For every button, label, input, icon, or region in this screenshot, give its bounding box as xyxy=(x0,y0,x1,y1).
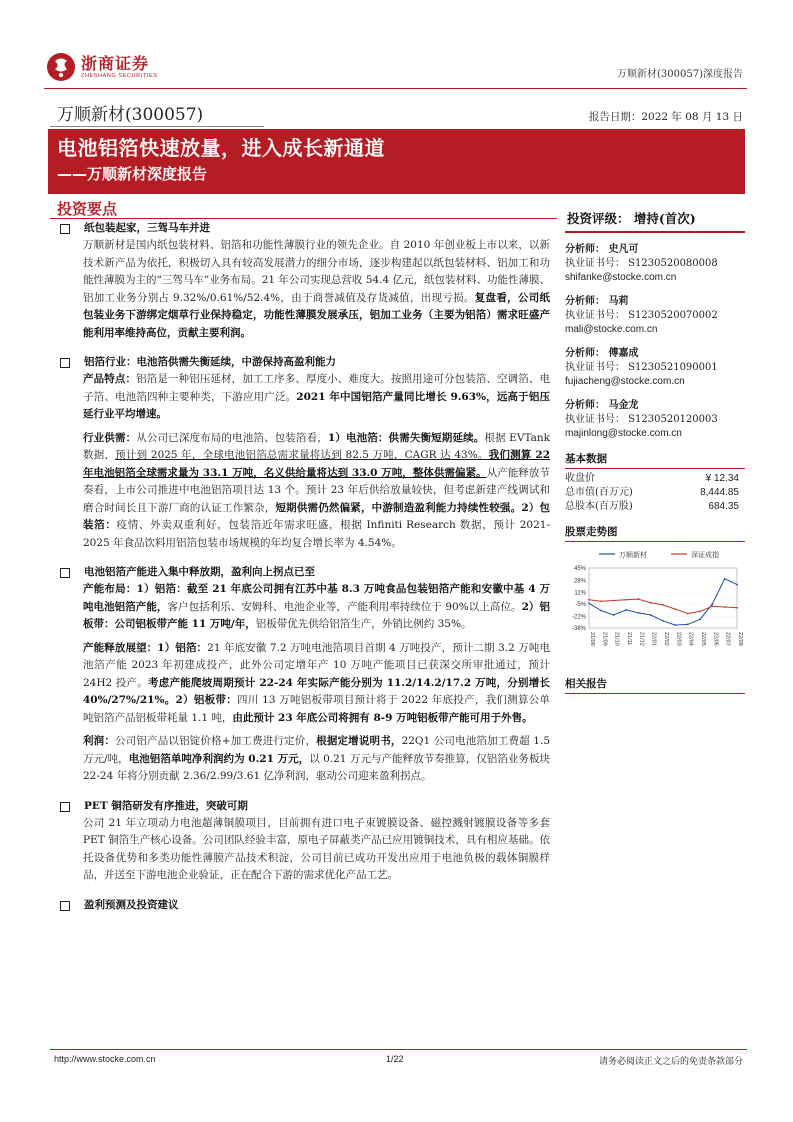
text-segment: 铝板带优先供给铝箔生产，外销比例约 35%。 xyxy=(255,618,472,630)
text-segment: 由此预计 23 年底公司将拥有 8-9 万吨铝板带产能可用于外售。 xyxy=(232,711,533,724)
y-tick-label: -5% xyxy=(575,602,586,609)
point-paragraph xyxy=(58,371,550,424)
text-segment: 根据 EVTank 数据， xyxy=(83,431,550,461)
brand-name-cn: 浙商证券 xyxy=(81,54,150,73)
basic-data-value: 8,444.85 xyxy=(700,487,739,498)
text-segment: 21 年底安徽 7.2 万吨电池箔项目首期 4 万吨投产，预计二期 3.2 万吨电池箔产能 2023 年初建成投产，此外公司定增年产 10 万吨产能项目已获深交所审批通过，预计 24H2 投产。 xyxy=(83,641,550,689)
page-number: 1/22 xyxy=(386,1054,404,1064)
header-report-name: 万顺新材(300057)深度报告 xyxy=(617,69,743,80)
data-point xyxy=(724,578,726,580)
x-tick-label: 21/11 xyxy=(626,632,632,646)
analyst-list xyxy=(565,243,745,441)
data-point xyxy=(613,600,615,602)
x-tick-label: 22/01 xyxy=(650,632,657,646)
data-point xyxy=(699,610,701,612)
text-segment: 铝箔是一种铝压延材，加工工序多、厚度小、难度大。按照用途可分包装箔、空调箔、电子箔、电池箔四种主要种类，下游应用广泛。 xyxy=(83,373,551,403)
report-title: 电池铝箔快速放量，进入成长新通道 xyxy=(57,136,385,160)
basic-data-table xyxy=(565,472,745,514)
y-tick-label: 11% xyxy=(574,590,586,597)
data-point xyxy=(650,614,652,616)
zheshang-logo-icon xyxy=(46,52,76,82)
x-tick-label: 21/10 xyxy=(613,632,620,646)
rating-divider xyxy=(565,231,745,233)
company-underline xyxy=(50,126,264,127)
report-subtitle: ——万顺新材深度报告 xyxy=(57,165,208,183)
data-point xyxy=(650,602,652,604)
point-heading: 电池铝箔产能进入集中释放期，盈利向上拐点已至 xyxy=(58,564,550,581)
point-paragraph xyxy=(58,640,550,728)
text-segment: 电池铝箔单吨净利润约为 0.21 万元， xyxy=(128,752,310,765)
related-reports-title: 相关报告 xyxy=(565,676,745,694)
text-segment: 产能释放展望：1）铝箔： xyxy=(83,641,208,654)
footer-divider xyxy=(50,1049,747,1050)
text-segment: 四川 13 万吨铝板带项目预计将于 2022 年底投产，我们测算公单吨铝箔产品铝板带耗量 1.1 吨， xyxy=(83,694,551,724)
data-point xyxy=(674,624,676,626)
text-segment: 以 0.21 万元与产能释放节奏推算，仅铝箔业务板块 22-24 年将分别贡献 2.36/2.99/3.61 亿净利润，驱动公司迎来盈利拐点。 xyxy=(83,752,550,782)
data-point xyxy=(637,612,639,614)
y-tick-label: 45% xyxy=(573,566,586,572)
text-segment: 2）铝板带：公司铝板带产能 11 万吨/年， xyxy=(83,600,550,630)
basic-data-value: ¥ 12.34 xyxy=(705,473,739,484)
analyst-name: 分析师： 马金龙 xyxy=(565,400,639,411)
basic-data-key: 总市值(百万元) xyxy=(565,487,633,498)
text-segment: 行业供需： xyxy=(83,431,137,444)
text-segment: 从公司已深度布局的电池箔、包装箔看， xyxy=(136,431,328,444)
data-point xyxy=(687,613,689,615)
analyst-name: 分析师： 史凡可 xyxy=(565,244,639,255)
text-segment: 根据定增说明书， xyxy=(316,735,402,747)
footer-disclaimer: 请务必阅读正文之后的免责条款部分 xyxy=(598,1057,743,1067)
stock-trend-svg xyxy=(565,546,745,666)
x-tick-label: 22/02 xyxy=(663,632,669,646)
analyst-name: 分析师： 傅嘉成 xyxy=(565,348,639,359)
footer-url[interactable]: http://www.stocke.com.cn xyxy=(54,1054,156,1064)
text-segment: 复盘看，公司纸包装业务下游绑定烟草行业保持稳定，功能性薄膜发展承压，铝加工业务（主要为铝箔）需求旺盛产能利用率维持高位，贡献主要利润。 xyxy=(83,291,551,339)
data-point xyxy=(625,609,627,611)
text-segment: 2021 年中国铝箔产量同比增长 9.63%，远高于铝压延行业平均增速。 xyxy=(83,390,551,420)
text-segment: 2）包装箔： xyxy=(83,501,551,531)
brand-logo xyxy=(46,50,166,84)
x-tick-label: 22/08 xyxy=(737,632,743,646)
x-tick-label: 22/03 xyxy=(675,632,682,646)
text-segment: 利润： xyxy=(83,735,116,747)
text-segment: 22Q1 公司电池箔加工费超 1.5 万元/吨， xyxy=(83,735,551,765)
analyst-name: 分析师： 马莉 xyxy=(565,296,629,307)
y-tick-label: -22% xyxy=(571,614,586,621)
analyst-card xyxy=(565,243,745,285)
text-segment: 考虑产能爬坡周期预计 22-24 年实际产能分别为 11.2/14.2/17.2 万吨，分别增长 40%/27%/21%。2）铝板带： xyxy=(83,676,551,706)
data-point xyxy=(588,599,590,601)
text-segment: 客户包括利乐、安姆科、电池企业等，产能利用率持续位于 90%以上高位。 xyxy=(167,600,522,613)
series-line xyxy=(589,579,737,625)
basic-data-row xyxy=(565,472,745,486)
text-segment: 万顺新材是国内纸包装材料、铝箔和功能性薄膜行业的领先企业。自 2010 年创业板上市以来，以新技术新产品为依托，积极切入具有较高发展潜力的细分市场，逐步构建起以纸包装材料、铝加工和功能性薄膜为主的“三驾马车”业务布局。21 年公司实现总营收 54.4 亿元，纸包装材料、功能性薄膜、铝加工业务分别占 9.32%/0.61%/52.4%，由于商誉减值及存货减值，出现亏损。 xyxy=(83,239,550,304)
text-segment: 公司 21 年立项动力电池超薄铜膜项目，目前拥有进口电子束镀膜设备、磁控溅射镀膜设备等多套 PET 铜箔生产核心设备。公司团队经验丰富，原电子屏蔽类产品已应用镀铜技术，具有相应基础。依托设备优势和多类功能性薄膜产品技术积淀，公司目前已成功开发出应用于电池负极的载体铜膜样品，并送至下游电池企业验证，正在配合下游的需求优化产品工艺。 xyxy=(83,816,550,881)
stock-trend-title: 股票走势图 xyxy=(565,524,745,542)
data-point xyxy=(662,604,664,606)
analyst-cert: 执业证书号： S1230520120003 xyxy=(565,414,718,425)
section-divider xyxy=(50,218,557,219)
point-paragraph xyxy=(58,733,550,786)
point-heading: 铝箔行业：电池箔供需失衡延续，中游保持高盈利能力 xyxy=(58,354,550,371)
data-point xyxy=(736,607,738,609)
text-segment: 产能布局：1）铝箔：截至 21 年底公司拥有江苏中基 8.3 万吨食品包装铝箔产能和安徽中基 4 万吨电池铝箔产能， xyxy=(83,583,550,613)
text-segment: 短期供需仍然偏紧，中游制造盈利能力持续性较强。 xyxy=(275,501,522,514)
x-tick-label: 22/07 xyxy=(724,632,731,646)
legend-label: 深证成指 xyxy=(691,551,719,559)
company-name: 万顺新材(300057) xyxy=(57,105,204,125)
basic-data-key: 收盘价 xyxy=(565,473,595,484)
data-point xyxy=(625,599,627,601)
section-title: 投资要点 xyxy=(57,200,118,218)
basic-data-row xyxy=(565,500,745,514)
x-tick-label: 21/08 xyxy=(589,632,595,646)
point-paragraph xyxy=(58,581,550,634)
text-segment: 疫情、外卖双重利好，包装箔近年需求旺盛，根据 Infiniti Research 数据，预计 2021-2025 年食品饮料用铝箔包装市场规模的年均复合增长率为 4.54%。 xyxy=(83,519,551,549)
series-line xyxy=(589,599,737,613)
point-paragraph xyxy=(58,430,550,553)
data-point xyxy=(724,606,726,608)
stock-trend-chart xyxy=(565,546,745,666)
data-point xyxy=(600,600,602,602)
analyst-cert: 执业证书号： S1230520070002 xyxy=(565,310,718,321)
point-paragraph xyxy=(58,815,550,885)
data-point xyxy=(687,623,689,625)
basic-data-row xyxy=(565,486,745,500)
x-tick-label: 22/06 xyxy=(712,632,719,646)
y-tick-label: 28% xyxy=(573,578,586,585)
point-heading: 盈利预测及投资建议 xyxy=(58,897,550,914)
basic-data-value: 684.35 xyxy=(708,501,739,512)
x-tick-label: 22/05 xyxy=(700,632,706,646)
basic-data-title: 基本数据 xyxy=(565,451,745,469)
data-point xyxy=(711,603,713,605)
basic-data-key: 总股本(百万股) xyxy=(565,501,633,512)
data-point xyxy=(600,610,602,612)
text-segment: 公司铝产品以铝锭价格+加工费进行定价， xyxy=(115,735,317,747)
data-point xyxy=(662,620,664,622)
analyst-card xyxy=(565,399,745,441)
x-tick-label: 21/12 xyxy=(638,632,645,646)
data-point xyxy=(588,603,590,605)
text-segment: 预计到 2025 年，全球电池铝箔总需求量将达到 82.5 万吨，CAGR 达 43%。 xyxy=(115,449,489,461)
point-heading: 纸包装起家，三驾马车并进 xyxy=(58,220,550,237)
y-tick-label: -38% xyxy=(571,626,586,632)
legend-label: 万顺新材 xyxy=(619,551,647,559)
analyst-email[interactable]: shifanke@stocke.com.cn xyxy=(565,272,677,283)
data-point xyxy=(674,608,676,610)
x-tick-label: 21/09 xyxy=(601,632,608,646)
analyst-email[interactable]: majinlong@stocke.com.cn xyxy=(565,428,682,439)
analyst-email[interactable]: fujiacheng@stocke.com.cn xyxy=(565,376,685,387)
data-point xyxy=(711,605,713,607)
analyst-card xyxy=(565,295,745,337)
text-segment: 从产能释放节奏看，上市公司推进中电池铝箔项目达 13 个。预计 23 年后供给放量较快，但考虑新建产线调试和磨合时间长且下游厂商的认证工作繁杂， xyxy=(83,466,550,514)
analyst-cert: 执业证书号： S1230521090001 xyxy=(565,362,718,373)
analyst-card xyxy=(565,347,745,389)
point-paragraph xyxy=(58,237,550,342)
investment-points xyxy=(58,220,550,914)
data-point xyxy=(613,614,615,616)
x-tick-label: 22/04 xyxy=(687,632,694,646)
analyst-email[interactable]: mali@stocke.com.cn xyxy=(565,324,658,335)
investment-rating: 投资评级： 增持(首次) xyxy=(567,211,696,226)
brand-name-en: ZHESHANG SECURITIES xyxy=(81,73,158,79)
point-heading: PET 铜箔研发有序推进，突破可期 xyxy=(58,798,550,815)
header-divider xyxy=(44,88,747,89)
sidebar xyxy=(565,205,745,694)
data-point xyxy=(637,598,639,600)
text-segment: 产品特点： xyxy=(83,373,137,385)
text-segment: 我们测算 22 年电池铝箔全球需求量为 33.1 万吨，名义供给量将达到 33.0 万吨，整体供需偏紧。 xyxy=(83,449,551,479)
data-point xyxy=(699,618,701,620)
report-date: 报告日期：2022 年 08 月 13 日 xyxy=(588,111,743,123)
title-banner xyxy=(48,129,745,194)
analyst-cert: 执业证书号： S1230520080008 xyxy=(565,258,718,269)
text-segment: 1）电池箔：供需失衡短期延续。 xyxy=(327,431,485,444)
data-point xyxy=(736,584,738,586)
